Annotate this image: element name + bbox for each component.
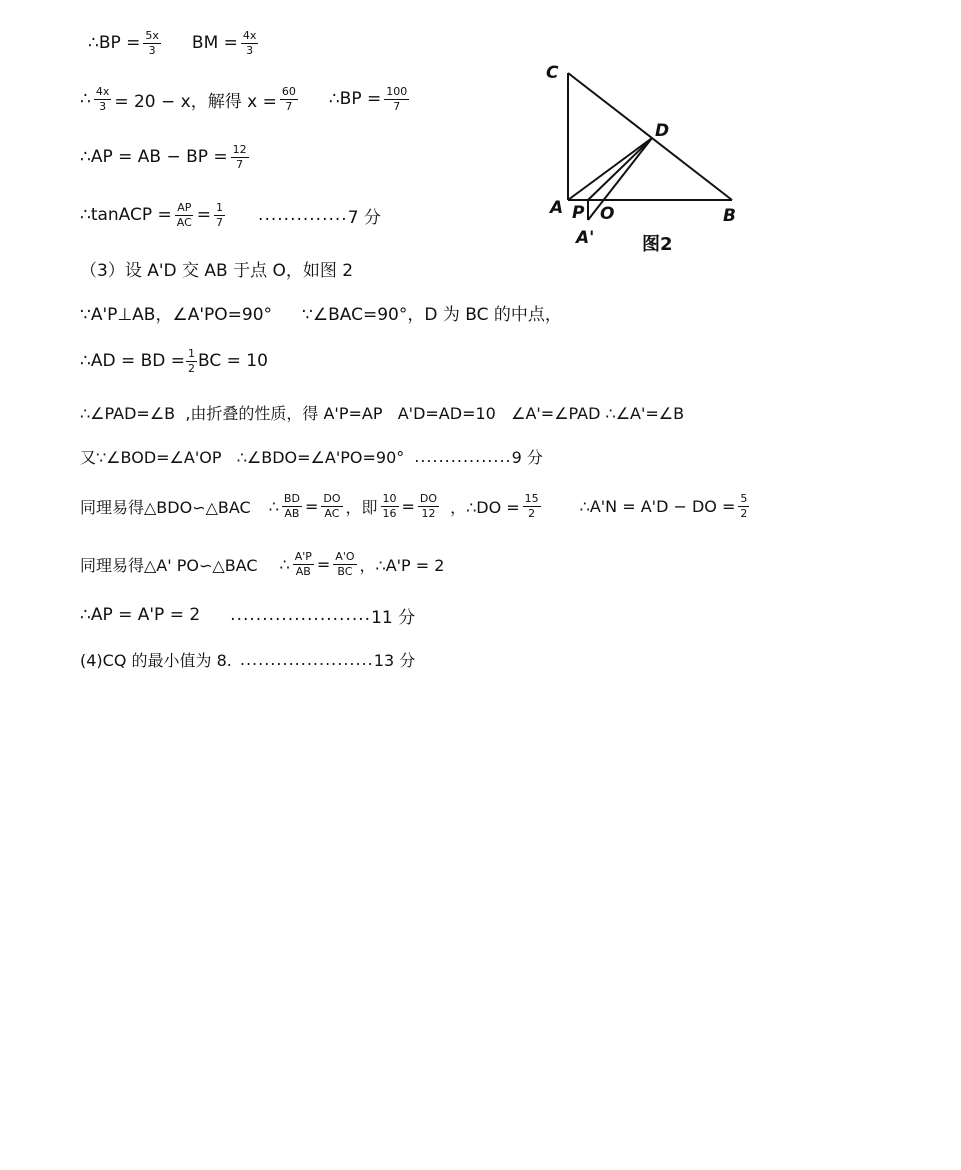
line-5 bbox=[80, 255, 353, 281]
fraction: $\frac{DO}{12}$ bbox=[419, 491, 438, 520]
figure-caption: 图2 bbox=[642, 234, 673, 255]
text: ，即 bbox=[345, 497, 378, 517]
text: = bbox=[401, 496, 415, 516]
line-6 bbox=[80, 299, 562, 325]
text: ，∴A'P = 2 bbox=[359, 555, 445, 575]
text: ∴AP = AB − BP = bbox=[80, 147, 228, 167]
fraction: $\frac{A'O}{BC}$ bbox=[335, 549, 355, 578]
label-a: A bbox=[550, 198, 564, 218]
line-13 bbox=[80, 646, 415, 672]
fraction: $\frac{60}{7}$ bbox=[281, 84, 296, 113]
fraction: $\frac{A'P}{AB}$ bbox=[294, 549, 312, 578]
leader-dots: ................ bbox=[414, 446, 512, 466]
line-7 bbox=[80, 346, 268, 376]
text: ∴BP = bbox=[328, 89, 382, 109]
text: = bbox=[196, 205, 212, 225]
score: 9 分 bbox=[511, 447, 543, 467]
text: 又∵∠BOD=∠A'OP ∴∠BDO=∠A'PO=90° bbox=[80, 447, 405, 467]
line-4 bbox=[80, 200, 381, 230]
line-3 bbox=[80, 142, 252, 172]
text: ∴A'N = A'D − DO = bbox=[579, 496, 736, 516]
label-o: O bbox=[600, 204, 615, 224]
line-10 bbox=[80, 489, 752, 523]
text: 同理易得△BDO∽△BAC bbox=[80, 497, 251, 517]
text: ∴ bbox=[279, 554, 290, 574]
text: = bbox=[316, 554, 331, 574]
fraction: $\frac{AP}{AC}$ bbox=[176, 200, 192, 229]
label-c: C bbox=[546, 63, 559, 83]
leader-dots: ...................... bbox=[230, 605, 372, 625]
text: ，∴DO = bbox=[450, 497, 520, 517]
leader-dots: ...................... bbox=[239, 649, 374, 669]
leader-dots: .............. bbox=[258, 205, 348, 225]
text: ∴AP = A'P = 2 bbox=[80, 605, 201, 625]
text: ∴AD = BD = bbox=[80, 351, 185, 371]
fraction: $\frac{5}{2}$ bbox=[740, 491, 748, 520]
geometry-figure bbox=[530, 55, 760, 265]
text: 同理易得△A' PO∽△BAC bbox=[80, 555, 258, 575]
fraction: $\frac{10}{16}$ bbox=[382, 491, 397, 520]
text: ∴tanACP = bbox=[80, 205, 172, 225]
fraction: $\frac{4x}{3}$ bbox=[95, 84, 110, 113]
text: = 20 − x，解得 x = bbox=[114, 91, 277, 112]
text: ∵∠BAC=90°，D 为 BC 的中点， bbox=[302, 304, 562, 325]
line-8 bbox=[80, 399, 684, 425]
text: ∴ bbox=[80, 89, 91, 109]
section-heading: （3）设 A'D 交 AB 于点 O，如图 2 bbox=[80, 260, 354, 281]
fraction: $\frac{100}{7}$ bbox=[386, 84, 408, 113]
line-1 bbox=[88, 28, 261, 58]
label-b: B bbox=[723, 206, 736, 226]
fraction: $\frac{DO}{AC}$ bbox=[323, 491, 341, 520]
line-11 bbox=[80, 547, 444, 581]
line-9 bbox=[80, 443, 543, 469]
score: 13 分 bbox=[373, 650, 416, 670]
label-d: D bbox=[655, 121, 670, 141]
text: ∴∠PAD=∠B ,由折叠的性质，得 A'P=AP A'D=AD=10 ∠A'=∠PAD ∴∠A'=∠B bbox=[80, 403, 685, 423]
fraction: $\frac{1}{2}$ bbox=[188, 346, 195, 375]
fraction: $\frac{15}{2}$ bbox=[524, 491, 539, 520]
text: = bbox=[304, 496, 319, 516]
fraction: $\frac{4x}{3}$ bbox=[242, 28, 257, 57]
text: ∴BP = bbox=[88, 33, 141, 53]
line-12 bbox=[80, 602, 415, 628]
text: ∵A'P⊥AB，∠A'PO=90° bbox=[80, 304, 273, 325]
text: (4)CQ 的最小值为 8. bbox=[80, 650, 232, 670]
fraction: $\frac{BD}{AB}$ bbox=[283, 491, 300, 520]
fraction: $\frac{12}{7}$ bbox=[232, 142, 247, 171]
text: BM = bbox=[191, 33, 238, 53]
fraction: $\frac{1}{7}$ bbox=[216, 200, 224, 229]
line-2 bbox=[80, 84, 412, 114]
text: BC = 10 bbox=[198, 351, 268, 371]
fraction: $\frac{5x}{3}$ bbox=[145, 28, 159, 57]
label-a-prime: A' bbox=[576, 228, 595, 248]
label-p: P bbox=[572, 203, 585, 223]
score: 7 分 bbox=[347, 207, 381, 228]
text: ∴ bbox=[268, 496, 279, 516]
segment-pd bbox=[588, 138, 652, 200]
score: 11 分 bbox=[371, 607, 416, 628]
